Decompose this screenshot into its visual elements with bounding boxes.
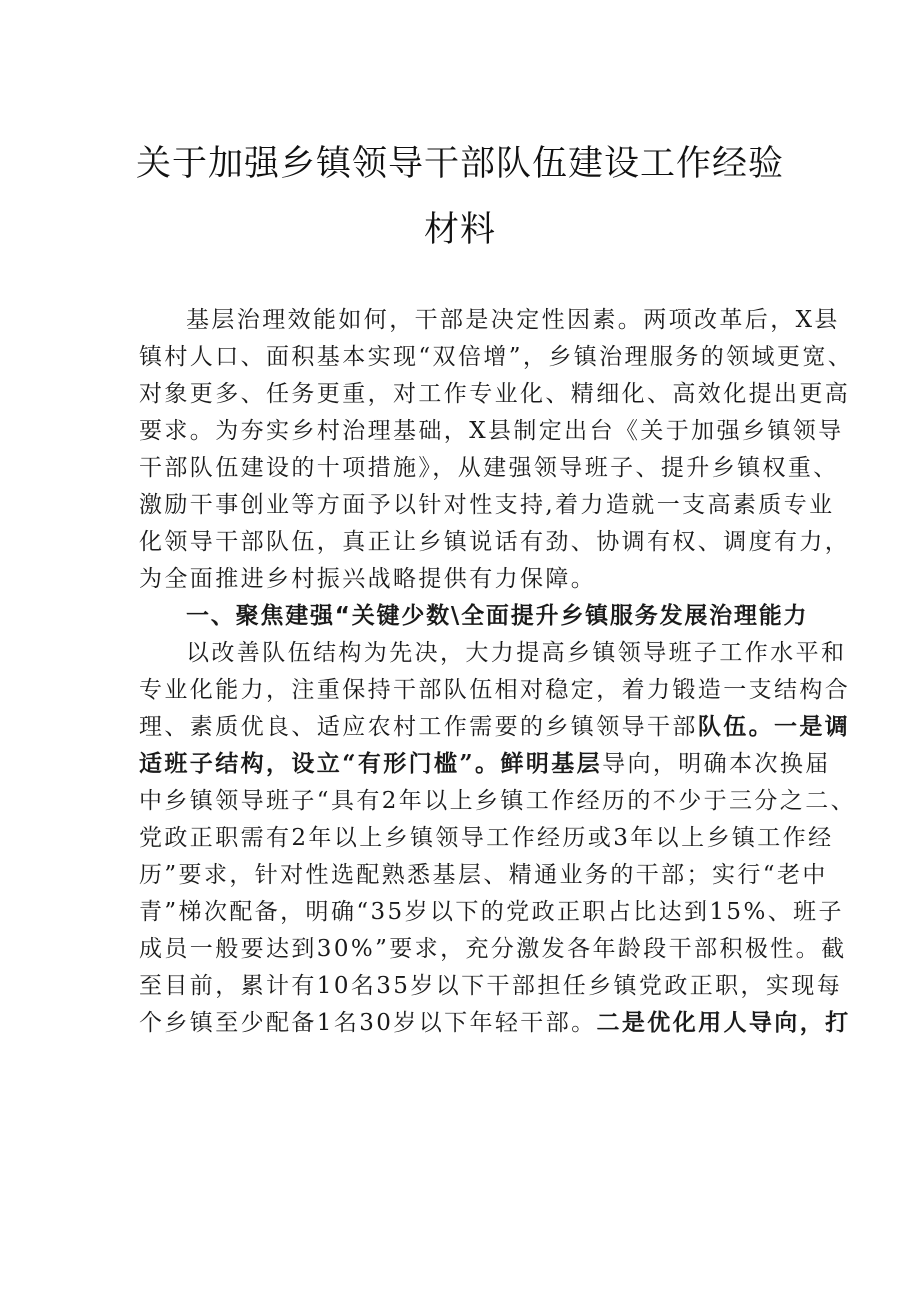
text-run: 个乡镇至少配备1名30岁以下年轻干部。 xyxy=(139,1010,597,1036)
paragraph1-line: 激励干事创业等方面予以针对性支持,着力造就一支高素质专业 xyxy=(139,492,835,518)
paragraph2-line xyxy=(139,1008,851,1038)
paragraph1-line: 镇村人口、面积基本实现“双倍增”，乡镇治理服务的领域更宽、 xyxy=(139,344,854,370)
text-run: 理、素质优良、适应农村工作需要的乡镇领导干部 xyxy=(139,714,698,740)
bold-text-run: 队伍。一是调 xyxy=(697,713,851,740)
document-title-line-2: 材料 xyxy=(423,210,496,250)
paragraph2-line xyxy=(139,749,831,779)
paragraph2-line xyxy=(139,712,851,742)
paragraph1-line: 化领导干部队伍，真正让乡镇说话有劲、协调有权、调度有力， xyxy=(139,529,851,555)
paragraph1-line: 要求。为夯实乡村治理基础，X县制定出台《关于加强乡镇领导 xyxy=(139,418,844,444)
paragraph1-line: 基层治理效能如何，干部是决定性因素。两项改革后，X县 xyxy=(186,307,840,333)
paragraph2-line: 历”要求，针对性选配熟悉基层、精通业务的干部；实行“老中 xyxy=(139,862,828,888)
paragraph2-line: 青”梯次配备，明确“35岁以下的党政正职占比达到15%、班子 xyxy=(139,899,844,925)
document-title-line-1: 关于加强乡镇领导干部队伍建设工作经验 xyxy=(135,144,784,184)
paragraph2-line: 成员一般要达到30%”要求，充分激发各年龄段干部积极性。截 xyxy=(139,936,847,962)
paragraph1-line: 为全面推进乡村振兴战略提供有力保障。 xyxy=(139,566,597,592)
text-run: 导向，明确本次换届 xyxy=(602,751,831,777)
bold-text-run: 二是优化用人导向，打 xyxy=(596,1009,851,1036)
paragraph1-line: 干部队伍建设的十项措施》，从建强领导班子、提升乡镇权重、 xyxy=(139,455,839,481)
bold-text-run: 适班子结构，设立“有形门槛”。鲜明基层 xyxy=(139,750,603,777)
paragraph2-line: 党政正职需有2年以上乡镇领导工作经历或3年以上乡镇工作经 xyxy=(139,825,834,851)
paragraph2-line: 中乡镇领导班子“具有2年以上乡镇工作经历的不少于三分之二、 xyxy=(139,788,856,814)
paragraph2-line: 专业化能力，注重保持干部队伍相对稳定，着力锻造一支结构合 xyxy=(139,677,851,703)
paragraph1-line: 对象更多、任务更重，对工作专业化、精细化、高效化提出更高 xyxy=(139,381,851,407)
paragraph2-line: 以改善队伍结构为先决，大力提高乡镇领导班子工作水平和 xyxy=(186,640,847,666)
section-heading: 一、聚焦建强“关键少数\全面提升乡镇服务发展治理能力 xyxy=(186,603,809,629)
paragraph2-line: 至目前，累计有10名35岁以下干部担任乡镇党政正职，实现每 xyxy=(139,973,843,999)
